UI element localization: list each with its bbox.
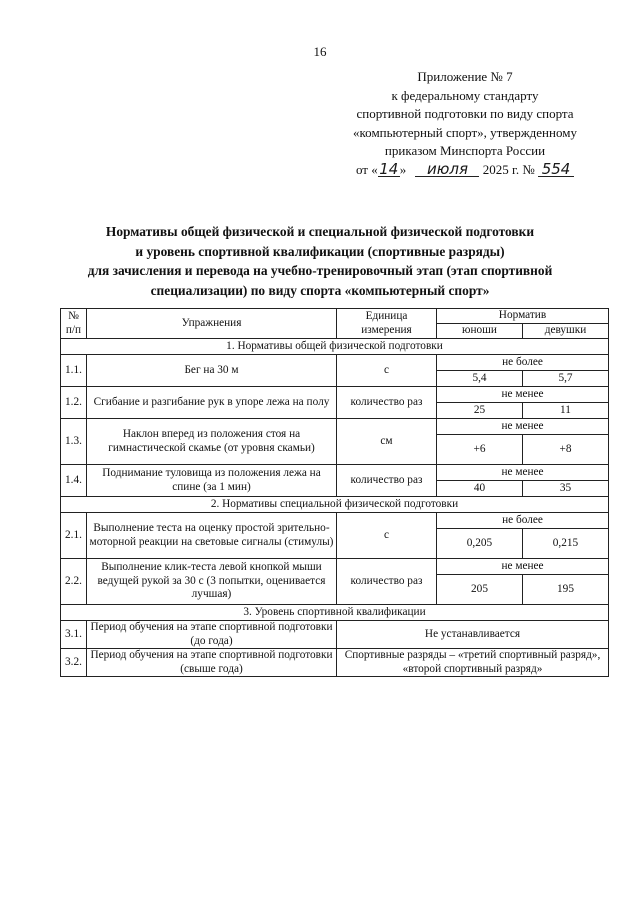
- row-condition: не менее: [437, 387, 609, 403]
- section-title: 2. Нормативы специальной физической подготовки: [61, 497, 609, 513]
- appendix-line: «компьютерный спорт», утвержденному: [353, 124, 577, 140]
- row-num: 2.1.: [61, 513, 87, 559]
- row-girls: 195: [523, 575, 609, 605]
- header-exercise: Упражнения: [87, 309, 337, 339]
- standards-table: [60, 308, 609, 677]
- row-unit: количество раз: [337, 465, 437, 497]
- row-exercise: Выполнение клик-теста левой кнопкой мыши ведущей рукой за 30 с (3 попытки, оценивается лучшая): [87, 559, 337, 605]
- handwritten-day: 14: [379, 159, 399, 178]
- row-boys: 25: [437, 403, 523, 419]
- row-girls: 0,215: [523, 529, 609, 559]
- row-condition: не более: [437, 513, 609, 529]
- document-title: [0, 222, 640, 300]
- row-exercise: Период обучения на этапе спортивной подготовки (до года): [87, 621, 337, 649]
- order-date-line: [300, 161, 630, 180]
- row-exercise: Поднимание туловища из положения лежа на спине (за 1 мин): [87, 465, 337, 497]
- appendix-line: спортивной подготовки по виду спорта: [356, 106, 574, 121]
- row-num: 3.1.: [61, 621, 87, 649]
- row-exercise: Бег на 30 м: [87, 355, 337, 387]
- header-row: [61, 309, 609, 324]
- row-exercise: Выполнение теста на оценку простой зрительно-моторной реакции на световые сигналы (стимулы): [87, 513, 337, 559]
- row-num: 1.1.: [61, 355, 87, 387]
- row-boys: 205: [437, 575, 523, 605]
- handwritten-month: июля: [415, 162, 479, 177]
- appendix-line: приказом Минспорта России: [384, 143, 546, 158]
- row-exercise: Сгибание и разгибание рук в упоре лежа на полу: [87, 387, 337, 419]
- row-girls: 5,7: [523, 371, 609, 387]
- row-condition: не менее: [437, 465, 609, 481]
- appendix-line: Приложение № 7: [417, 69, 513, 84]
- row-unit: количество раз: [337, 387, 437, 419]
- section-title: 1. Нормативы общей физической подготовки: [61, 339, 609, 355]
- row-num: 1.2.: [61, 387, 87, 419]
- row-value: Не устанавливается: [337, 621, 609, 649]
- appendix-line: к федеральному стандарту: [391, 87, 539, 103]
- row-unit: с: [337, 355, 437, 387]
- row-unit: см: [337, 419, 437, 465]
- row-condition: не менее: [437, 559, 609, 575]
- header-num: № п/п: [61, 309, 87, 339]
- row-exercise: Наклон вперед из положения стоя на гимнастической скамье (от уровня скамьи): [87, 419, 337, 465]
- table-row: [61, 387, 609, 403]
- title-line: Нормативы общей физической и специальной физической подготовки: [105, 224, 535, 239]
- appendix-header: [300, 68, 630, 179]
- table-row: [61, 649, 609, 677]
- row-unit: количество раз: [337, 559, 437, 605]
- date-prefix: от «: [355, 161, 378, 177]
- section-row: [61, 605, 609, 621]
- table-row: [61, 355, 609, 371]
- section-row: [61, 339, 609, 355]
- table-row: [61, 465, 609, 481]
- row-condition: не более: [437, 355, 609, 371]
- header-unit: Единица измерения: [337, 309, 437, 339]
- row-num: 1.3.: [61, 419, 87, 465]
- header-boys: юноши: [437, 324, 523, 339]
- page-number: 16: [313, 44, 327, 59]
- row-girls: 35: [523, 481, 609, 497]
- table-row: [61, 513, 609, 529]
- row-num: 3.2.: [61, 649, 87, 677]
- row-num: 2.2.: [61, 559, 87, 605]
- header-norm: Норматив: [437, 309, 609, 324]
- handwritten-order-number: 554: [538, 162, 574, 177]
- title-line: специализации) по виду спорта «компьютерный спорт»: [150, 282, 490, 298]
- row-num: 1.4.: [61, 465, 87, 497]
- row-boys: 5,4: [437, 371, 523, 387]
- table-row: [61, 559, 609, 575]
- row-boys: 40: [437, 481, 523, 497]
- row-value: Спортивные разряды – «третий спортивный разряд», «второй спортивный разряд»: [337, 649, 609, 677]
- row-boys: 0,205: [437, 529, 523, 559]
- table-row: [61, 621, 609, 649]
- table-row: [61, 419, 609, 435]
- row-girls: +8: [523, 435, 609, 465]
- row-boys: +6: [437, 435, 523, 465]
- date-year: 2025 г. №: [482, 161, 535, 177]
- row-girls: 11: [523, 403, 609, 419]
- row-condition: не менее: [437, 419, 609, 435]
- date-mid: »: [399, 161, 407, 177]
- section-row: [61, 497, 609, 513]
- section-title: 3. Уровень спортивной квалификации: [61, 605, 609, 621]
- header-girls: девушки: [523, 324, 609, 339]
- row-unit: с: [337, 513, 437, 559]
- row-exercise: Период обучения на этапе спортивной подготовки (свыше года): [87, 649, 337, 677]
- title-line: и уровень спортивной квалификации (спортивные разряды): [135, 243, 505, 259]
- title-line: для зачисления и перевода на учебно-тренировочный этап (этап спортивной: [87, 263, 553, 278]
